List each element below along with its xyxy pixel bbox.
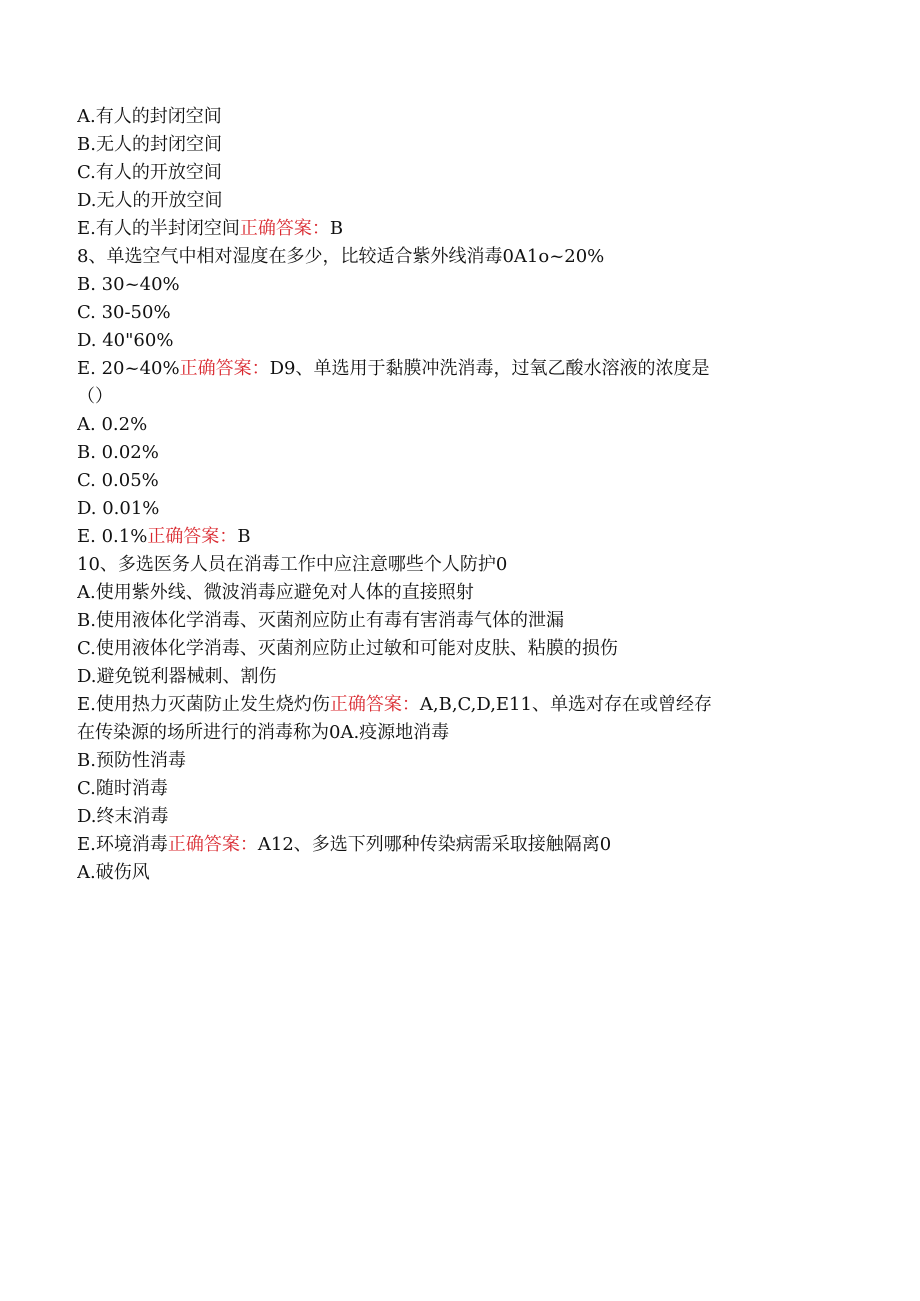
answer-label: 正确答案： xyxy=(179,358,270,379)
option-line: A.有人的封闭空间 xyxy=(77,106,222,127)
option-line: B. 0.02% xyxy=(77,442,159,463)
option-line: C.随时消毒 xyxy=(77,778,168,799)
answer-label: 正确答案： xyxy=(329,694,420,715)
question-line: 8、单选空气中相对湿度在多少，比较适合紫外线消毒0A1o~20% xyxy=(77,246,605,267)
option-line-with-answer: E.环境消毒正确答案：A12、多选下列哪种传染病需采取接触隔离0 xyxy=(77,834,612,855)
option-line-with-answer: E.有人的半封闭空间正确答案：B xyxy=(77,218,344,239)
option-line: D.避免锐利器械刺、割伤 xyxy=(77,666,277,687)
question-line: （） xyxy=(77,386,113,407)
answer-label: 正确答案： xyxy=(239,218,330,239)
option-line-with-answer: E. 20~40%正确答案：D9、单选用于黏膜冲洗消毒，过氧乙酸水溶液的浓度是 xyxy=(77,358,710,379)
answer-label: 正确答案： xyxy=(147,526,238,547)
option-line: A. 0.2% xyxy=(77,414,148,435)
answer-label: 正确答案： xyxy=(167,834,258,855)
question-line: 在传染源的场所进行的消毒称为0A.疫源地消毒 xyxy=(77,722,450,743)
option-line: A.使用紫外线、微波消毒应避免对人体的直接照射 xyxy=(77,582,474,603)
option-line: B.预防性消毒 xyxy=(77,750,186,771)
option-line: C. 0.05% xyxy=(77,470,159,491)
option-line: C. 30-50% xyxy=(77,302,171,323)
option-line: D. 0.01% xyxy=(77,498,160,519)
option-line: B. 30~40% xyxy=(77,274,180,295)
option-line-with-answer: E.使用热力灭菌防止发生烧灼伤正确答案：A,B,C,D,E11、单选对存在或曾经存 xyxy=(77,694,712,715)
option-line: D.无人的开放空间 xyxy=(77,190,223,211)
option-line: B.无人的封闭空间 xyxy=(77,134,222,155)
option-line: C.使用液体化学消毒、灭菌剂应防止过敏和可能对皮肤、粘膜的损伤 xyxy=(77,638,618,659)
option-line: D.终末消毒 xyxy=(77,806,169,827)
option-line: A.破伤风 xyxy=(77,862,150,883)
option-line-with-answer: E. 0.1%正确答案：B xyxy=(77,526,251,547)
option-line: C.有人的开放空间 xyxy=(77,162,222,183)
question-line: 10、多选医务人员在消毒工作中应注意哪些个人防护0 xyxy=(77,554,508,575)
option-line: D. 40"60% xyxy=(77,330,174,351)
option-line: B.使用液体化学消毒、灭菌剂应防止有毒有害消毒气体的泄漏 xyxy=(77,610,564,631)
